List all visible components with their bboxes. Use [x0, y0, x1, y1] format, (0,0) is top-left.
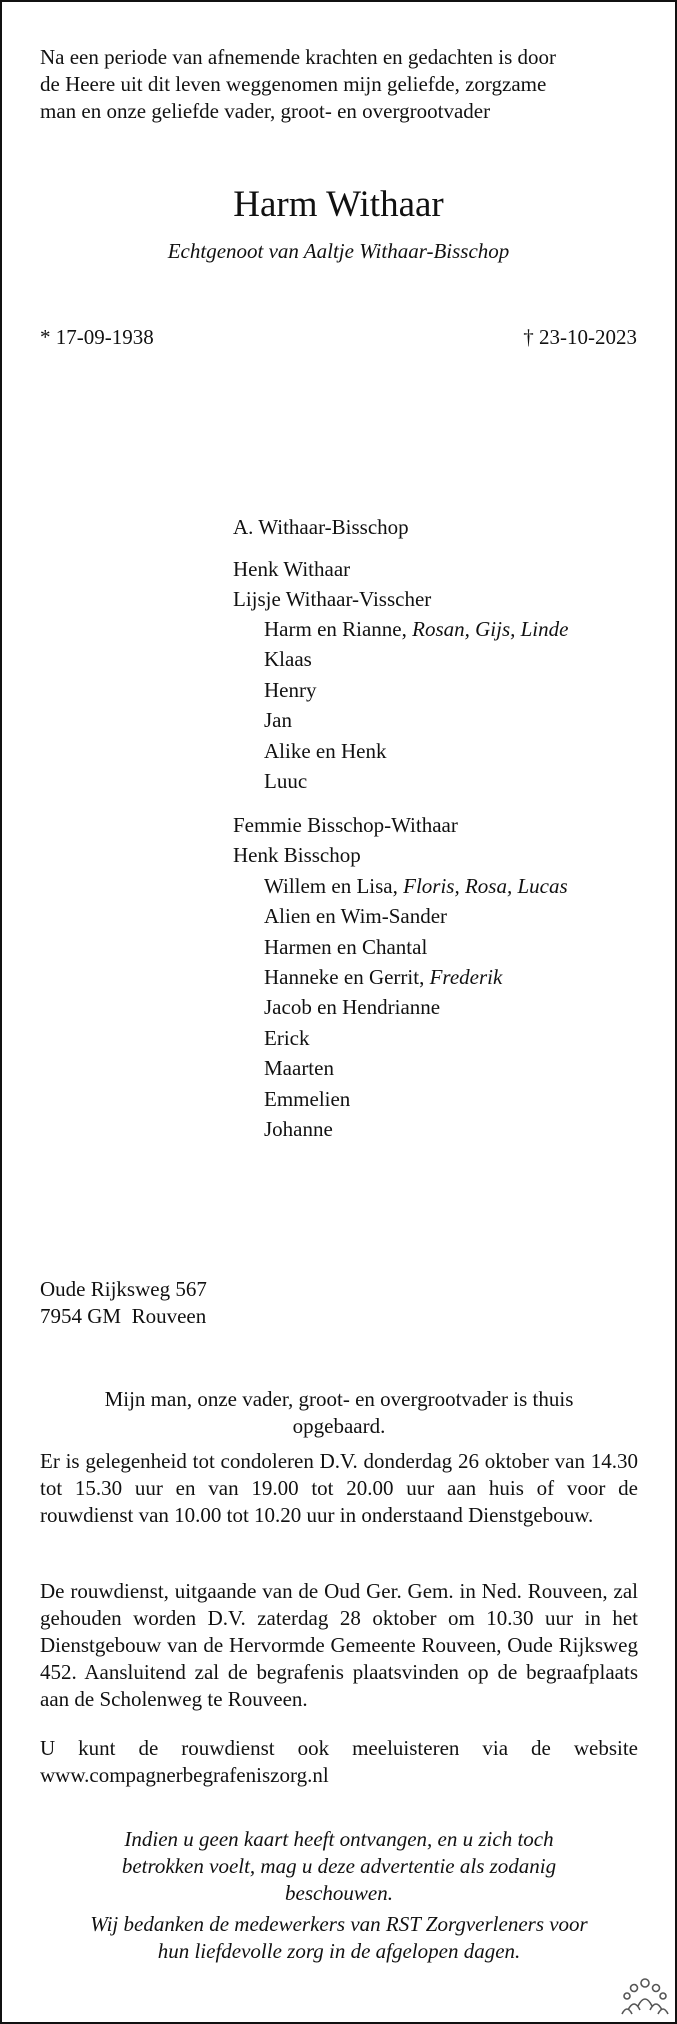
website-link[interactable]: www.compagnerbegrafeniszorg.nl — [40, 1763, 329, 1787]
family-child — [264, 736, 386, 767]
family-child — [264, 1053, 334, 1084]
family-parent: Henk Bisschop — [233, 843, 361, 867]
child-name: Luuc — [264, 769, 308, 793]
grandchildren-names: Floris, Rosa, Lucas — [403, 874, 568, 898]
child-name: Alien en Wim-Sander — [264, 904, 448, 928]
child-name: Emmelien — [264, 1087, 351, 1111]
grandchildren-names: Rosan, Gijs, Linde — [412, 617, 569, 641]
intro-line: de Heere uit dit leven weggenomen mijn geliefde, zorgzame — [40, 72, 547, 96]
address-city: 7954 GM Rouveen — [40, 1304, 207, 1328]
family-child — [264, 871, 568, 902]
listen-notice — [40, 1735, 638, 1789]
intro-text — [40, 44, 640, 125]
family-parent: Femmie Bisschop-Withaar — [233, 813, 458, 837]
child-name: Henry — [264, 678, 317, 702]
child-name: Hanneke en Gerrit, — [264, 965, 430, 989]
family-parent: Lijsje Withaar-Visscher — [233, 587, 432, 611]
no-card-line: betrokken voelt, mag u deze advertentie als zodanig — [121, 1854, 557, 1878]
listen-line: U kunt de rouwdienst ook meeluisteren via de website — [40, 1736, 638, 1760]
no-card-line: Indien u geen kaart heeft ontvangen, en u zich toch — [124, 1827, 554, 1851]
laid-out-notice — [40, 1386, 638, 1440]
child-name: Johanne — [264, 1117, 333, 1141]
family-child — [264, 675, 316, 706]
family-child — [264, 992, 440, 1023]
family-spouse: A. Withaar-Bisschop — [233, 515, 409, 539]
child-name: Erick — [264, 1026, 310, 1050]
family-child — [264, 1114, 333, 1145]
grandchildren-names: Frederik — [429, 965, 503, 989]
thanks-line: hun liefdevolle zorg in de afgelopen dagen. — [157, 1939, 521, 1963]
family-child — [264, 901, 447, 932]
family-child — [264, 766, 307, 797]
intro-line: Na een periode van afnemende krachten en gedachten is door — [40, 45, 557, 69]
child-name: Willem en Lisa, — [264, 874, 404, 898]
family-child — [264, 1023, 309, 1054]
no-card-line: beschouwen. — [285, 1881, 393, 1905]
family-child — [264, 705, 292, 736]
child-name: Maarten — [264, 1056, 334, 1080]
family-child — [264, 962, 502, 993]
child-name: Alike en Henk — [264, 739, 387, 763]
birth-date: * 17-09-1938 — [40, 325, 154, 349]
laid-out-line: opgebaard. — [292, 1414, 386, 1438]
child-name: Harm en Rianne, — [264, 617, 413, 641]
family-child — [264, 644, 312, 675]
deceased-name: Harm Withaar — [233, 184, 444, 225]
thanks-line: Wij bedanken de medewerkers van RST Zorgverleners voor — [90, 1912, 588, 1936]
home-address — [40, 1276, 207, 1330]
people-group-icon — [621, 1976, 669, 2016]
child-name: Jacob en Hendrianne — [264, 995, 441, 1019]
condolence-notice: Er is gelegenheid tot condoleren D.V. donderdag 26 oktober van 14.30 tot 15.30 uur en van 19.00 tot 20.00 uur aan huis of voor de rouwdienst van 10.00 tot 10.20 uur in onderstaand Dienstgebouw. — [40, 1449, 638, 1527]
child-name: Klaas — [264, 647, 312, 671]
service-notice: De rouwdienst, uitgaande van de Oud Ger. Gem. in Ned. Rouveen, zal gehouden worden D.V. zaterdag 28 oktober om 10.30 uur in het Dienstgebouw van de Hervormde Gemeente Rouveen, Oude Rijksweg 452. Aansluitend zal de begrafenis plaatsvinden op de begraafplaats aan de Scholenweg te Rouveen. — [40, 1579, 638, 1711]
child-name: Harmen en Chantal — [264, 935, 428, 959]
no-card-notice — [40, 1826, 638, 1907]
laid-out-line: Mijn man, onze vader, groot- en overgrootvader is thuis — [104, 1387, 574, 1411]
spouse-line: Echtgenoot van Aaltje Withaar-Bisschop — [167, 239, 510, 263]
family-parent: Henk Withaar — [233, 557, 351, 581]
thanks-notice — [40, 1911, 638, 1965]
intro-line: man en onze geliefde vader, groot- en overgrootvader — [40, 99, 491, 123]
death-date: † 23-10-2023 — [523, 325, 637, 349]
family-child — [264, 614, 568, 645]
address-street: Oude Rijksweg 567 — [40, 1277, 207, 1301]
family-child — [264, 932, 427, 963]
family-child — [264, 1084, 350, 1115]
child-name: Jan — [264, 708, 292, 732]
